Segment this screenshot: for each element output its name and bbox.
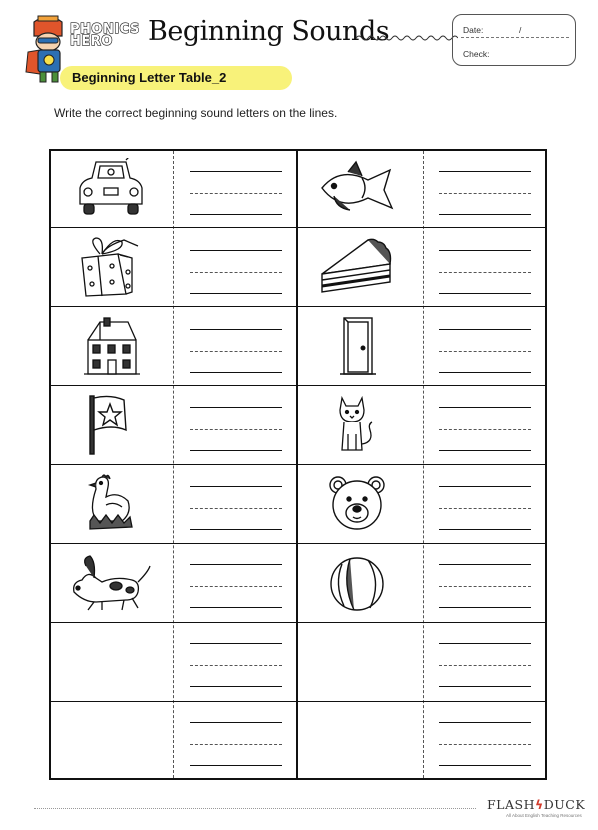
write-line-top[interactable] — [439, 407, 531, 408]
brand-part-2: DUCK — [543, 797, 586, 812]
brand-part-1: FLASH — [487, 797, 535, 812]
write-line-base[interactable] — [190, 450, 282, 451]
write-line-base[interactable] — [439, 293, 531, 294]
row-divider — [49, 622, 547, 623]
write-line-middle[interactable] — [190, 508, 282, 509]
fish-picture — [312, 158, 402, 220]
write-line-top[interactable] — [439, 564, 531, 565]
write-line-top[interactable] — [439, 722, 531, 723]
check-label: Check: — [463, 49, 490, 59]
hen-picture — [66, 473, 156, 535]
phonics-hero-wordmark — [70, 24, 142, 48]
house-picture — [66, 316, 156, 378]
write-line-base[interactable] — [190, 529, 282, 530]
write-line-top[interactable] — [439, 486, 531, 487]
write-line-middle[interactable] — [439, 351, 531, 352]
write-line-middle[interactable] — [439, 586, 531, 587]
write-line-middle[interactable] — [439, 193, 531, 194]
page-title: Beginning Sounds — [148, 16, 390, 47]
pie-picture — [312, 236, 402, 298]
write-line-top[interactable] — [439, 250, 531, 251]
row-divider — [49, 227, 547, 228]
write-line-top[interactable] — [439, 329, 531, 330]
brand-tagline: All About English Teaching Resources — [506, 813, 582, 818]
write-line-top[interactable] — [439, 171, 531, 172]
write-line-base[interactable] — [439, 607, 531, 608]
write-line-top[interactable] — [190, 171, 282, 172]
flag-picture — [66, 394, 156, 456]
instruction-text: Write the correct beginning sound letters on the lines. — [54, 106, 338, 120]
write-line-middle[interactable] — [190, 586, 282, 587]
write-line-middle[interactable] — [439, 744, 531, 745]
write-line-top[interactable] — [190, 564, 282, 565]
write-line-middle[interactable] — [190, 272, 282, 273]
write-line-top[interactable] — [439, 643, 531, 644]
cat-picture — [312, 394, 402, 456]
write-line-base[interactable] — [439, 372, 531, 373]
footer-dotted-rule — [34, 808, 476, 809]
write-line-middle[interactable] — [190, 429, 282, 430]
bear-picture — [312, 473, 402, 535]
ball-picture — [312, 552, 402, 614]
dog-picture — [66, 552, 156, 614]
date-check-box — [452, 14, 576, 66]
write-line-top[interactable] — [190, 722, 282, 723]
write-line-top[interactable] — [190, 643, 282, 644]
write-line-middle[interactable] — [439, 665, 531, 666]
date-row[interactable] — [461, 23, 569, 38]
write-line-base[interactable] — [439, 765, 531, 766]
write-line-base[interactable] — [190, 293, 282, 294]
row-divider — [49, 464, 547, 465]
write-line-base[interactable] — [190, 686, 282, 687]
write-line-base[interactable] — [190, 765, 282, 766]
row-divider — [49, 701, 547, 702]
write-line-base[interactable] — [190, 607, 282, 608]
write-line-base[interactable] — [190, 372, 282, 373]
flashduck-logo — [487, 797, 585, 812]
write-line-middle[interactable] — [190, 665, 282, 666]
lightning-bolt-icon: ϟ — [534, 797, 544, 812]
date-label: Date: — [463, 25, 484, 35]
write-line-top[interactable] — [190, 250, 282, 251]
write-line-base[interactable] — [439, 686, 531, 687]
write-line-middle[interactable] — [439, 429, 531, 430]
write-line-middle[interactable] — [439, 508, 531, 509]
write-line-base[interactable] — [439, 529, 531, 530]
write-line-top[interactable] — [190, 407, 282, 408]
row-divider — [49, 385, 547, 386]
write-line-top[interactable] — [190, 486, 282, 487]
write-line-middle[interactable] — [190, 744, 282, 745]
door-picture — [312, 316, 402, 378]
worksheet-subtitle: Beginning Letter Table_2 — [72, 70, 227, 85]
write-line-top[interactable] — [190, 329, 282, 330]
row-divider — [49, 543, 547, 544]
write-line-base[interactable] — [439, 450, 531, 451]
logo-line-2: HERO — [70, 34, 113, 49]
write-line-middle[interactable] — [190, 193, 282, 194]
write-line-base[interactable] — [190, 214, 282, 215]
write-line-base[interactable] — [439, 214, 531, 215]
date-separator: / — [519, 25, 522, 35]
taxi-picture — [66, 158, 156, 220]
write-line-middle[interactable] — [439, 272, 531, 273]
write-line-middle[interactable] — [190, 351, 282, 352]
wave-divider — [356, 32, 458, 44]
logo-line-1: PHONICS — [70, 22, 140, 37]
row-divider — [49, 306, 547, 307]
gift-picture — [66, 236, 156, 298]
